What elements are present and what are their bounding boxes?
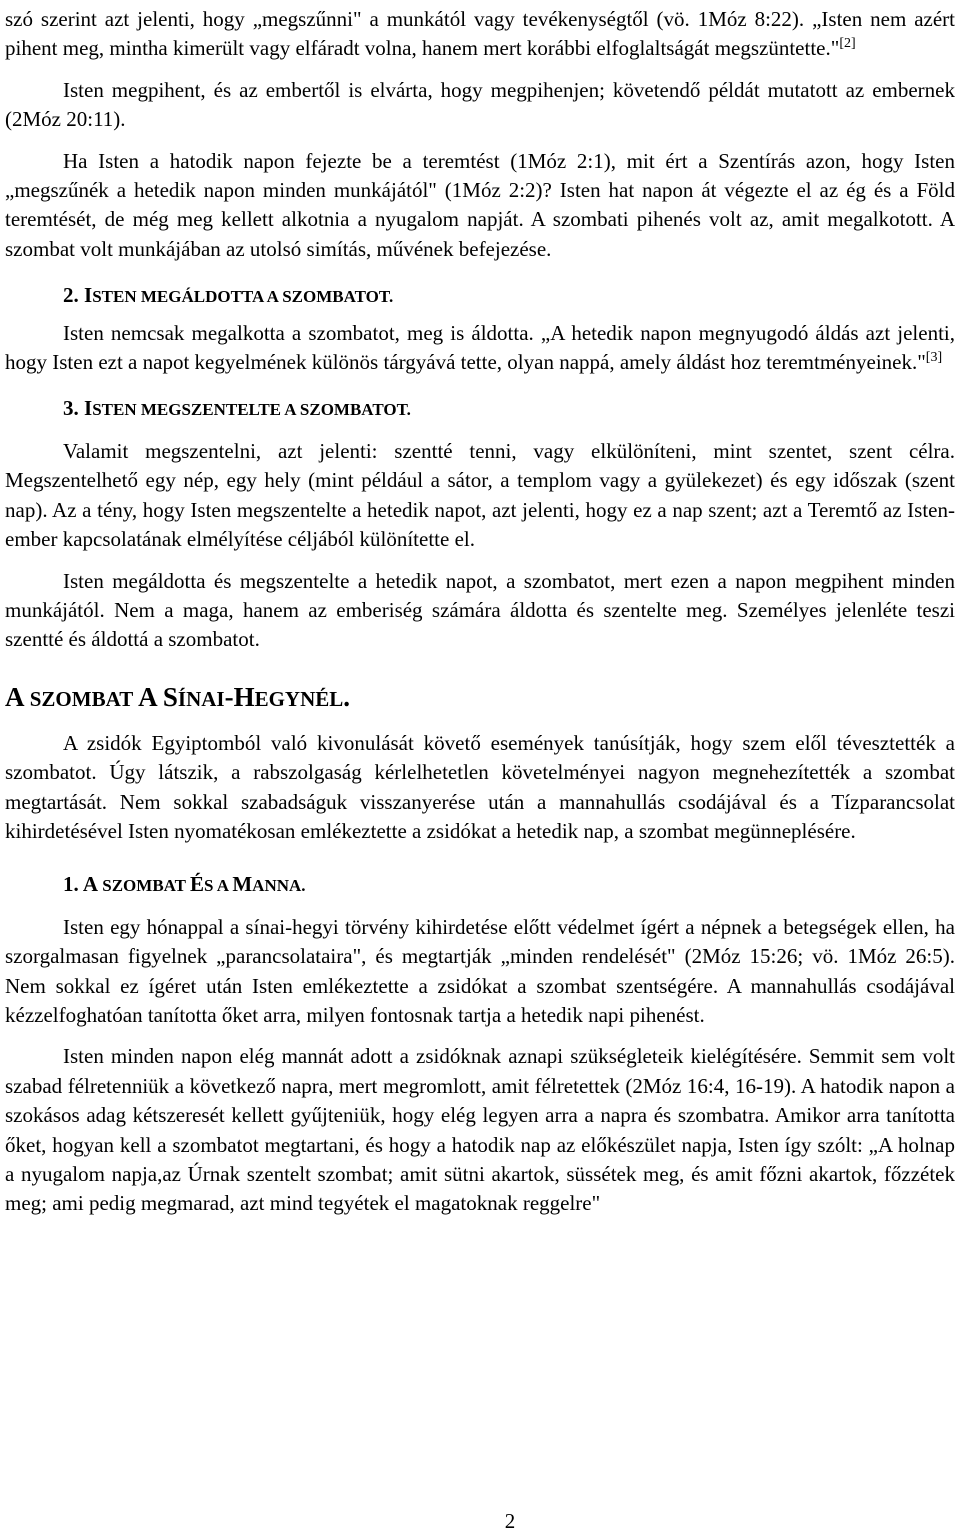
footnote-ref-2[interactable]: [2] — [839, 36, 856, 52]
page-number: 2 — [504, 1509, 516, 1533]
chapter-heading: A SZOMBAT A SÍNAI-HEGYNÉL. — [5, 681, 351, 712]
paragraph-1: szó szerint azt jelenti, hogy „megszűnni" a munkától vagy tevékenységtől (vö. 1Móz 8:22). „Isten nem azért pihent meg, mintha kimerült vagy elfáradt volna, hanem mert korábbi elfoglaltságát megszüntette."[2] — [5, 7, 955, 61]
paragraph-7: A zsidók Egyiptomból való kivonulását követő események tanúsítják, hogy szem elől tévesztették a szombatot. Úgy látszik, a rabszolgaság kérlelhetetlen követelményei nagyon megnehezítették a szombat megtartását. Nem sokkal szabadságuk visszanyerése után a mannahullás csodájával és a Tízparancsolat kihirdetésével Isten nyomatékosan emlékeztette a zsidókat a hetedik nap, a szombat megünneplésére. — [5, 730, 955, 843]
paragraph-3: Ha Isten a hatodik napon fejezte be a teremtést (1Móz 2:1), mit ért a Szentírás azon, hogy Isten „megszűnék a hetedik napon minden munkájától" (1Móz 2:2)? Isten hat napon át végezte el az ég és a Föld teremtését, de még meg kellett alkotnia a nyugalom napját. A szombati pihenés volt az, amit megalkotott. A szombat volt munkájában az utolsó simítás, művének befejezése. — [5, 148, 955, 261]
section-heading-1: 1. A SZOMBAT ÉS A MANNA. — [63, 872, 306, 897]
footnote-ref-3[interactable]: [3] — [925, 350, 943, 366]
section-heading-2: 2. ISTEN MEGÁLDOTTA A SZOMBATOT. — [63, 283, 394, 308]
paragraph-2: Isten megpihent, és az embertől is elvárta, hogy megpihenjen; követendő példát mutatott az embernek (2Móz 20:11). — [5, 77, 955, 132]
paragraph-4: Isten nemcsak megalkotta a szombatot, meg is áldotta. „A hetedik napon megnyugodó áldás azt jelenti, hogy Isten ezt a napot kegyelmének különös tárgyává tette, olyan nappá, amely áldást hoz teremtményeinek."[3] — [5, 320, 955, 375]
paragraph-9: Isten minden napon elég mannát adott a zsidóknak aznapi szükségleteik kielégítésére. Semmit sem volt szabad félretenniük a következő napra, mert megromlott, amit félretettek (2Móz 16:4, 16-19). A hatodik napon a szokásos adag kétszeresét kellett gyűjteniük, hogy elég legyen arra a napra és szombatra. Amikor arra tanította őket, hogyan kell a szombatot megtartani, és hogy a hatodik nap az előkészület napja, Isten így szólt: „A holnap a nyugalom napja,az Úrnak szentelt szombat; amit sütni akartok, süssétek meg, és amit főzni akartok, főzzétek meg; ami pedig megmarad, azt mind tegyétek el magatoknak reggelre" — [5, 1044, 955, 1216]
paragraph-6: Isten megáldotta és megszentelte a hetedik napot, a szombatot, mert ezen a napon megpihent minden munkájától. Nem a maga, hanem az emberiség számára áldotta és szentelte meg. Személyes jelenléte teszi szentté és áldottá a szombatot. — [5, 568, 955, 652]
paragraph-5: Valamit megszentelni, azt jelenti: szentté tenni, vagy elkülöníteni, mint szentet, szent célra. Megszentelhető egy nép, egy hely (mint például a sátor, a templom vagy a gyülekezet) és egy időszak (szent nap). Az a tény, hogy Isten megszentelte a hetedik napot, azt jelenti, hogy ez a nap szent; azt a Teremtő az Isten-ember kapcsolatának elmélyítése céljából különítette el. — [5, 438, 955, 552]
paragraph-8: Isten egy hónappal a sínai-hegyi törvény kihirdetése előtt védelmet ígért a népnek a betegségek ellen, ha szorgalmasan figyelnek „parancsolataira", és megtartják „minden rendelését" (2Móz 15:26; vö. 1Móz 26:5). Nem sokkal ez ígéret után Isten emlékeztette a zsidókat a szombat szentségére. A mannahullás csodájával kézzelfoghatóan tanította őket arra, milyen fontosnak tartja a hetedik napi pihenést. — [5, 914, 955, 1027]
document-page — [5, 0, 955, 1219]
section-heading-3: 3. ISTEN MEGSZENTELTE A SZOMBATOT. — [63, 396, 411, 421]
